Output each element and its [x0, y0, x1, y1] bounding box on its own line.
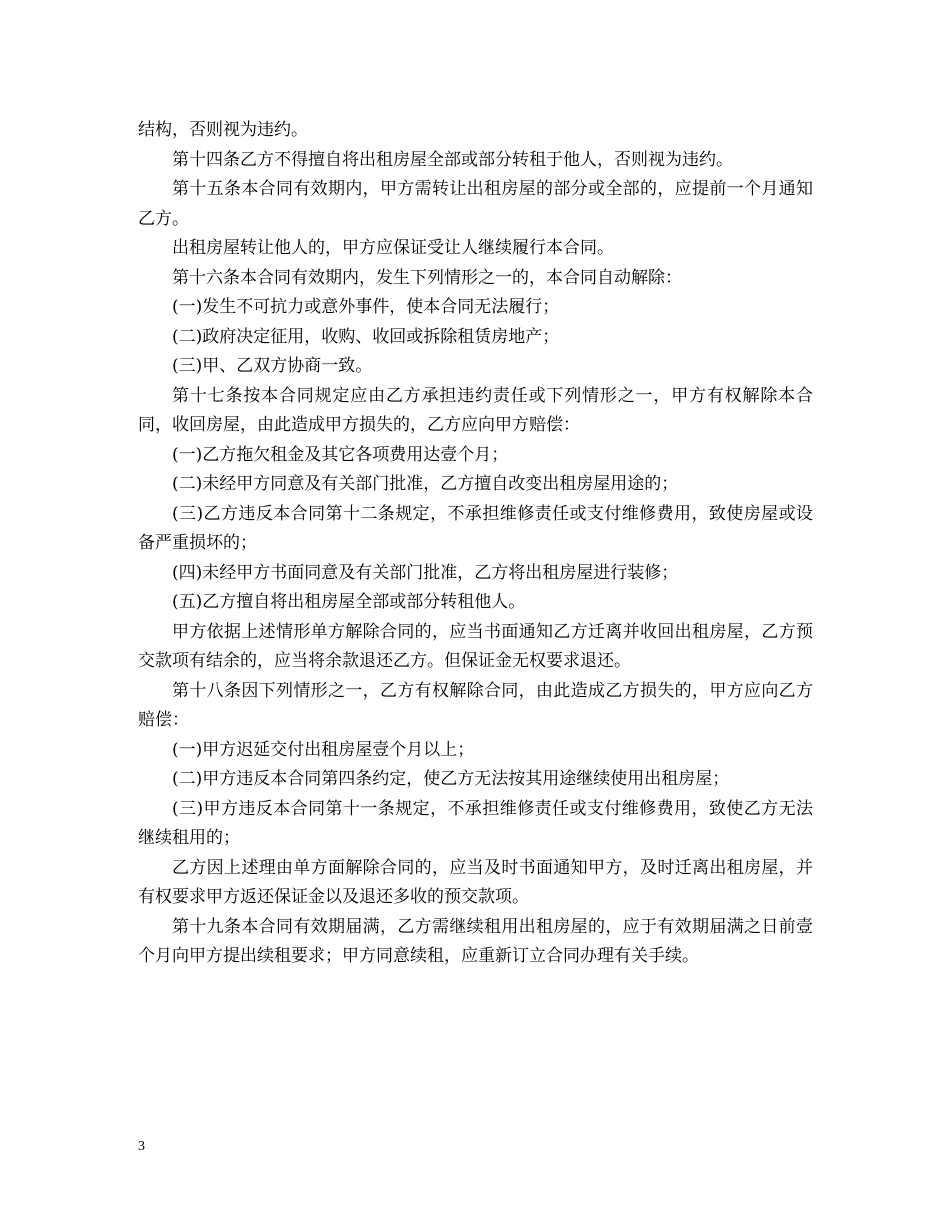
paragraph: 乙方因上述理由单方面解除合同的，应当及时书面通知甲方，及时迁离出租房屋，并有权要求甲方返还保证金以及退还多收的预交款项。 — [138, 857, 813, 907]
paragraph: 第十四条乙方不得擅自将出租房屋全部或部分转租于他人，否则视为违约。 — [172, 149, 733, 170]
paragraph: 第十八条因下列情形之一，乙方有权解除合同，由此造成乙方损失的，甲方应向乙方赔偿： — [138, 680, 813, 730]
page-number: 3 — [138, 1139, 145, 1154]
paragraph: 结构，否则视为违约。 — [138, 120, 308, 140]
paragraph: (一)乙方拖欠租金及其它各项费用达壹个月； — [172, 444, 509, 465]
paragraph: 第十六条本合同有效期内，发生下列情形之一的，本合同自动解除： — [172, 267, 682, 288]
paragraph: (二)未经甲方同意及有关部门批准，乙方擅自改变出租房屋用途的； — [172, 474, 679, 494]
paragraph: (三)甲方违反本合同第十一条规定，不承担维修责任或支付维修费用，致使乙方无法继续租用的； — [138, 798, 813, 848]
paragraph: 出租房屋转让他人的，甲方应保证受让人继续履行本合同。 — [172, 238, 614, 258]
paragraph: 第十五条本合同有效期内，甲方需转让出租房屋的部分或全部的，应提前一个月通知乙方。 — [138, 179, 813, 229]
paragraph: (五)乙方擅自将出租房屋全部或部分转租他人。 — [172, 592, 526, 612]
document-body — [138, 116, 813, 972]
paragraph: 第十九条本合同有效期届满，乙方需继续租用出租房屋的，应于有效期届满之日前壹个月向甲方提出续租要求；甲方同意续租，应重新订立合同办理有关手续。 — [138, 916, 813, 966]
paragraph: 甲方依据上述情形单方解除合同的，应当书面通知乙方迁离并收回出租房屋，乙方预交款项有结余的，应当将余款退还乙方。但保证金无权要求退还。 — [138, 621, 813, 671]
paragraph: (一)甲方迟延交付出租房屋壹个月以上； — [172, 739, 475, 760]
paragraph: (一)发生不可抗力或意外事件，使本合同无法履行； — [172, 297, 560, 317]
paragraph: 第十七条按本合同规定应由乙方承担违约责任或下列情形之一，甲方有权解除本合同，收回房屋，由此造成甲方损失的，乙方应向甲方赔偿： — [138, 385, 813, 435]
paragraph: (二)政府决定征用，收购、收回或拆除租赁房地产； — [172, 326, 560, 347]
paragraph: (二)甲方违反本合同第四条约定，使乙方无法按其用途继续使用出租房屋； — [172, 769, 730, 789]
paragraph: (三)甲、乙双方协商一致。 — [172, 356, 373, 376]
paragraph: (四)未经甲方书面同意及有关部门批准，乙方将出租房屋进行装修； — [172, 562, 679, 583]
paragraph: (三)乙方违反本合同第十二条规定，不承担维修责任或支付维修费用，致使房屋或设备严重损坏的； — [138, 503, 813, 553]
